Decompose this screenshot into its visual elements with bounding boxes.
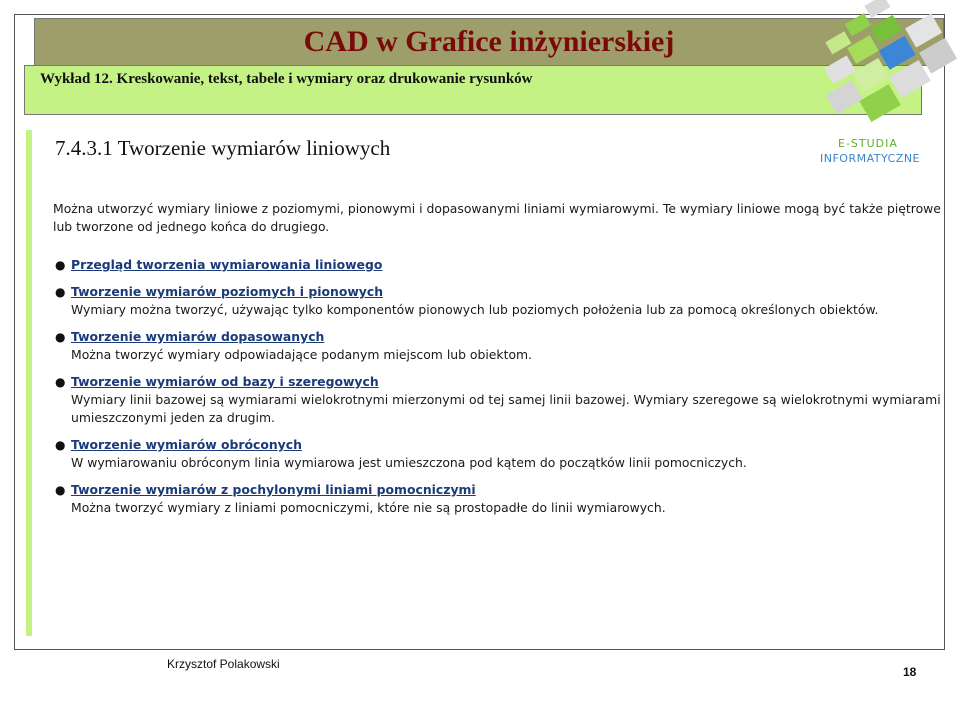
topic-link-overview[interactable]: Przegląd tworzenia wymiarowania liniowego: [71, 257, 383, 272]
accent-stripe: [26, 130, 32, 636]
list-item: [53, 481, 943, 517]
slide-title: CAD w Grafice inżynierskiej: [303, 25, 675, 58]
list-item: [53, 436, 943, 472]
logo-text-informatyczne: INFORMATYCZNE: [820, 152, 920, 165]
intro-paragraph: Można utworzyć wymiary liniowe z poziomymi, pionowymi i dopasowanymi liniami wymiarowymi. Te wymiary liniowe mogą być także piętrowe lub tworzone od jednego końca do drugiego.: [53, 201, 941, 234]
topic-description: Wymiary można tworzyć, używając tylko komponentów pionowych lub poziomych położenia lub za pomocą określonych obiektów.: [71, 302, 879, 317]
section-heading: 7.4.3.1 Tworzenie wymiarów liniowych: [55, 136, 391, 160]
bullet-icon: ●: [55, 375, 66, 389]
tiles-logo-icon: [800, 0, 960, 130]
bullet-icon: ●: [55, 285, 66, 299]
bullet-icon: ●: [55, 438, 66, 452]
topic-link-horizontal-vertical[interactable]: Tworzenie wymiarów poziomych i pionowych: [71, 284, 384, 299]
topic-link-baseline-continued[interactable]: Tworzenie wymiarów od bazy i szeregowych: [71, 374, 379, 389]
subtitle-bar: [24, 65, 922, 115]
topic-description: Wymiary linii bazowej są wymiarami wielokrotnymi mierzonymi od tej samej linii bazowej. Wymiary szeregowe są wielokrotnymi wymiarami umieszczonymi jeden za drugim.: [71, 392, 941, 425]
content-body: [53, 200, 943, 526]
bullet-icon: ●: [55, 330, 66, 344]
topic-description: Można tworzyć wymiary odpowiadające podanym miejscom lub obiektom.: [71, 347, 533, 362]
topic-description: Można tworzyć wymiary z liniami pomocniczymi, które nie są prostopadłe do linii wymiarowych.: [71, 500, 666, 515]
logo-text-estudia: E-STUDIA: [838, 137, 898, 150]
topic-description: W wymiarowaniu obróconym linia wymiarowa jest umieszczona pod kątem do początków linii pomocniczych.: [71, 455, 747, 470]
topic-link-oblique[interactable]: Tworzenie wymiarów z pochylonymi liniami pomocniczymi: [71, 482, 476, 497]
bullet-icon: ●: [55, 258, 66, 272]
list-item: [53, 328, 943, 364]
topic-link-rotated[interactable]: Tworzenie wymiarów obróconych: [71, 437, 302, 452]
list-item: [53, 373, 943, 427]
lecture-subtitle: Wykład 12. Kreskowanie, tekst, tabele i wymiary oraz drukowanie rysunków: [40, 71, 533, 87]
bullet-icon: ●: [55, 483, 66, 497]
topic-list: [53, 256, 943, 517]
page-number: 18: [903, 665, 917, 679]
list-item: [53, 256, 943, 274]
list-item: [53, 283, 943, 319]
author-name: Krzysztof Polakowski: [167, 657, 280, 671]
topic-link-aligned[interactable]: Tworzenie wymiarów dopasowanych: [71, 329, 325, 344]
